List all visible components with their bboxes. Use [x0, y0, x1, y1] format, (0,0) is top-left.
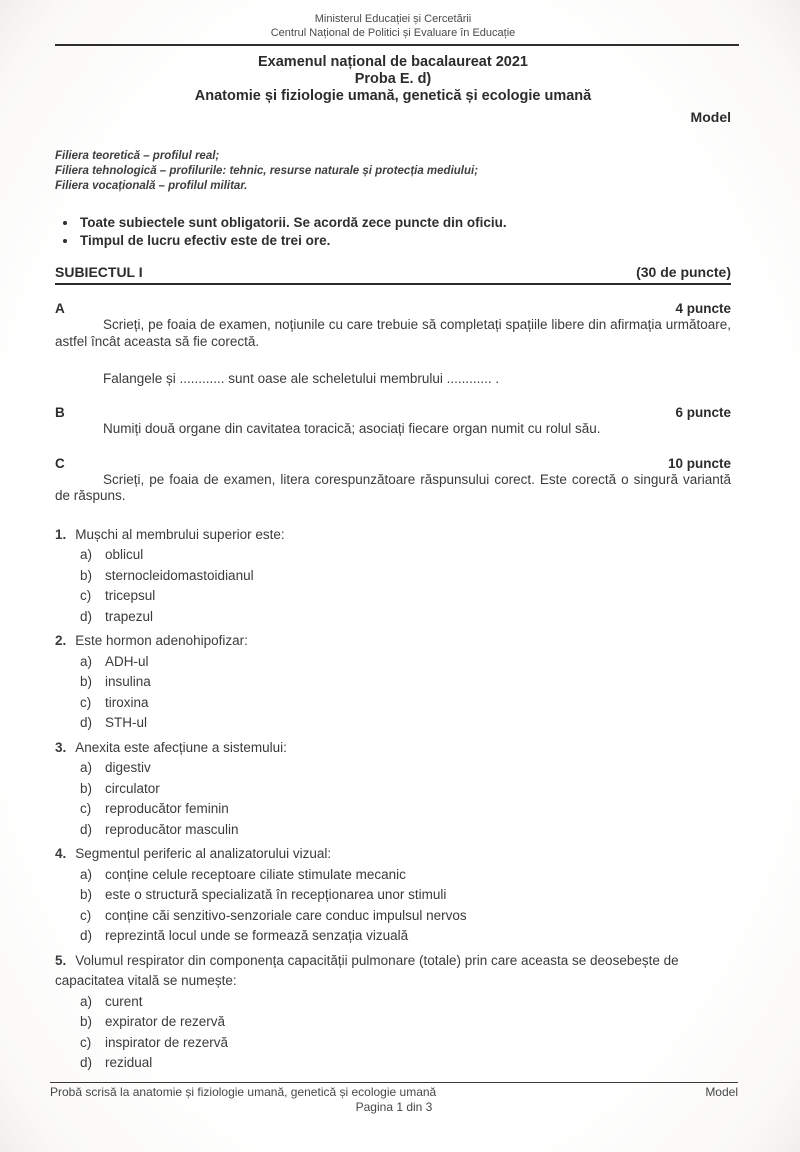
subject-heading [55, 264, 731, 285]
question-text: Anexita este afecțiune a sistemului: [75, 739, 287, 755]
option-row [55, 779, 731, 800]
option-label: b) [80, 567, 93, 583]
option-label: a) [80, 653, 93, 669]
instruction-item: • Toate subiectele sunt obligatorii. Se acordă zece puncte din oficiu. [78, 214, 731, 232]
question-text: Mușchi al membrului superior este: [75, 526, 285, 542]
section-b-heading [55, 405, 731, 420]
filiera-block [55, 149, 731, 194]
option-label: c) [80, 694, 92, 710]
option-row [55, 992, 731, 1013]
section-b-text: Numiți două organe din cavitatea toracică; asociați fiecare organ numit cu rolul său. [103, 421, 601, 436]
footer-model-label: Model [705, 1085, 738, 1099]
option-text: circulator [105, 780, 160, 796]
option-row [55, 607, 731, 628]
title-block [55, 54, 731, 105]
option-label: a) [80, 547, 93, 562]
option-row [55, 820, 731, 841]
option-row [55, 652, 731, 673]
question-4 [55, 844, 731, 947]
section-letter: C [55, 455, 65, 471]
option-label: b) [80, 674, 93, 689]
option-text: conține celule receptoare ciliate stimulate mecanic [105, 866, 406, 882]
instruction-item: • Timpul de lucru efectiv este de trei ore. [78, 232, 731, 250]
footer-page-number: Pagina 1 din 3 [355, 1100, 433, 1114]
option-row [55, 885, 731, 906]
section-points: 6 puncte [675, 405, 731, 420]
option-row [55, 713, 731, 734]
option-text: rezidual [105, 1055, 153, 1070]
option-text: inspirator de rezervă [105, 1034, 229, 1050]
option-text: digestiv [105, 760, 151, 775]
section-points: 10 puncte [667, 455, 731, 471]
option-text: curent [105, 993, 143, 1009]
footer-row [50, 1085, 738, 1100]
option-text: ADH-ul [105, 653, 149, 669]
option-row [55, 672, 731, 693]
question-text: Segmentul periferic al analizatorului vizual: [75, 846, 332, 861]
section-c-text: Scrieți, pe foaia de examen, litera corespunzătoare răspunsului corect. Este corectă o singură variantă de răspuns. [55, 471, 731, 503]
filiera-line-teoretica: Filiera teoretică – profilul real; [55, 150, 220, 162]
option-label: b) [80, 1014, 93, 1029]
option-text: conține căi senzitivo-senzoriale care conduc impulsul nervos [105, 907, 467, 923]
option-text: oblicul [105, 547, 144, 562]
option-row [55, 586, 731, 607]
subject-label: SUBIECTUL I [55, 264, 143, 280]
section-letter: B [55, 405, 65, 420]
option-label: d) [80, 928, 93, 943]
question-stem [55, 525, 731, 546]
question-text: Volumul respirator din componența capacității pulmonare (totale) prin care aceasta se deosebește de capacitatea vitală se numește: [55, 952, 679, 988]
footer-exam-name: Probă scrisă la anatomie și fiziologie umană, genetică și ecologie umană [50, 1085, 437, 1099]
option-row [55, 799, 731, 820]
option-row [55, 693, 731, 714]
option-text: reprezintă locul unde se formează senzația vizuală [105, 928, 409, 943]
option-label: b) [80, 887, 93, 902]
option-row [55, 865, 731, 886]
instructions-list [55, 214, 731, 249]
option-label: d) [80, 608, 93, 624]
option-label: a) [80, 993, 93, 1009]
option-label: c) [80, 907, 92, 923]
question-3 [55, 738, 731, 841]
footer-divider [50, 1082, 738, 1083]
center-line: Centrul Național de Politici și Evaluare în Educație [270, 27, 516, 39]
question-stem [55, 631, 731, 652]
option-row [55, 545, 731, 566]
question-2 [55, 631, 731, 734]
section-letter: A [55, 301, 65, 316]
option-row [55, 906, 731, 927]
option-text: sternocleidomastoidianul [105, 567, 254, 583]
option-text: trapezul [105, 608, 154, 624]
page-footer [50, 1082, 738, 1115]
section-a-text: Scrieți, pe foaia de examen, noțiunile cu care trebuie să completați spațiile libere din afirmația următoare, astfel încât aceasta să fie corectă. [55, 317, 731, 349]
option-row [55, 566, 731, 587]
question-number: 4. [55, 846, 67, 861]
option-text: reproducător feminin [105, 801, 229, 816]
option-label: b) [80, 780, 93, 796]
option-row [55, 926, 731, 947]
question-number: 5. [55, 952, 67, 968]
option-text: STH-ul [105, 715, 148, 730]
option-label: a) [80, 866, 93, 882]
option-label: c) [80, 588, 92, 603]
exam-title: Examenul național de bacalaureat 2021 [258, 54, 528, 70]
filiera-line-tehnologica: Filiera tehnologică – profilurile: tehnic, resurse naturale și protecția mediului; [55, 165, 479, 177]
fill-in-sentence: Falangele și ............ sunt oase ale scheletului membrului ............ . [103, 371, 500, 386]
exam-proba: Proba E. d) [354, 71, 432, 87]
option-text: reproducător masculin [105, 821, 239, 837]
header-divider [55, 44, 739, 46]
question-number: 3. [55, 739, 67, 755]
option-label: d) [80, 821, 93, 837]
option-row [55, 1053, 731, 1074]
question-stem [55, 951, 731, 992]
option-text: insulina [105, 674, 151, 689]
option-row [55, 1012, 731, 1033]
option-text: tricepsul [105, 588, 156, 603]
option-label: c) [80, 801, 92, 816]
subject-points: (30 de puncte) [636, 264, 731, 280]
option-label: d) [80, 1055, 93, 1070]
question-stem [55, 738, 731, 759]
option-text: este o structură specializată în recepționarea unor stimuli [105, 887, 447, 902]
question-stem [55, 844, 731, 865]
option-label: a) [80, 760, 93, 775]
option-text: tiroxina [105, 694, 149, 710]
filiera-line-vocationala: Filiera vocațională – profilul militar. [55, 180, 248, 192]
question-text: Este hormon adenohipofizar: [75, 633, 248, 648]
question-1 [55, 525, 731, 628]
section-points: 4 puncte [675, 301, 731, 316]
option-text: expirator de rezervă [105, 1014, 226, 1029]
question-number: 1. [55, 526, 67, 542]
ministry-line: Ministerul Educației și Cercetării [314, 13, 472, 25]
document-header [55, 12, 731, 40]
model-label: Model [690, 109, 731, 125]
question-number: 2. [55, 633, 67, 648]
option-row [55, 758, 731, 779]
exam-subject-title: Anatomie și fiziologie umană, genetică și ecologie umană [194, 88, 592, 104]
option-label: d) [80, 715, 93, 730]
section-a-heading [55, 301, 731, 316]
question-5 [55, 951, 731, 1074]
section-c-heading [55, 456, 731, 471]
option-label: c) [80, 1034, 92, 1050]
option-row [55, 1033, 731, 1054]
